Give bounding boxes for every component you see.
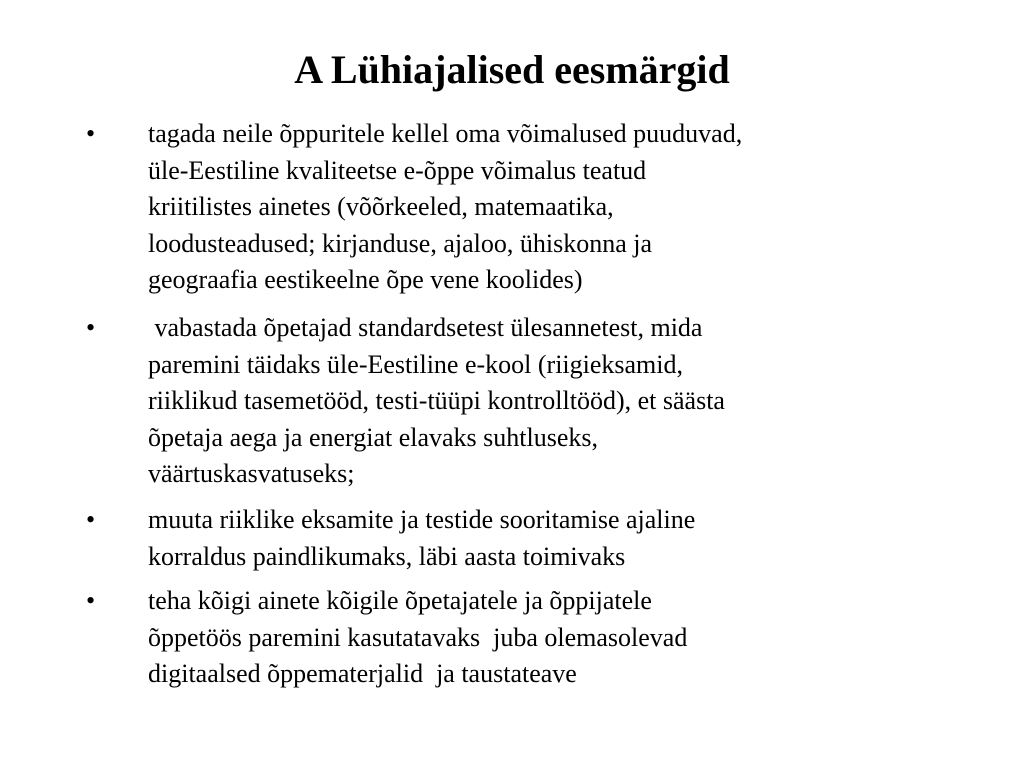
bullet-line: väärtuskasvatuseks; xyxy=(148,459,355,488)
bullet-marker: • xyxy=(86,586,96,615)
bullet-line: õppetöös paremini kasutatavaks juba olemasolevad xyxy=(148,622,688,652)
bullet-line: paremini täidaks üle-Eestiline e-kool (riigieksamid, xyxy=(148,349,684,379)
bullet-text xyxy=(148,502,948,575)
bullet-text xyxy=(148,116,948,299)
bullet-line: korraldus paindlikumaks, läbi aasta toimivaks xyxy=(148,541,626,571)
bullet-line: tagada neile õppuritele kellel oma võimalused puuduvad, xyxy=(148,119,743,148)
bullet-line: geograafia eestikeelne õpe vene koolides) xyxy=(148,265,583,294)
bullet-line: õpetaja aega ja energiat elavaks suhtluseks, xyxy=(148,422,599,452)
bullet-line: muuta riiklike eksamite ja testide sooritamise ajaline xyxy=(148,505,696,534)
bullet-text xyxy=(148,583,948,693)
bullet-line: riiklikud tasemetööd, testi-tüüpi kontrolltööd), et säästa xyxy=(148,386,725,415)
bullet-line: digitaalsed õppematerjalid ja taustateave xyxy=(148,659,577,688)
bullet-line: teha kõigi ainete kõigile õpetajatele ja õppijatele xyxy=(148,586,652,615)
bullet-marker: • xyxy=(86,313,96,342)
bullet-line: kriitilistes ainetes (võõrkeeled, matemaatika, xyxy=(148,192,614,221)
bullet-text xyxy=(148,310,948,493)
bullet-line: vabastada õpetajad standardsetest ülesannetest, mida xyxy=(148,313,703,342)
bullet-marker: • xyxy=(86,505,96,534)
slide-title: A Lühiajalised eesmärgid xyxy=(294,47,730,92)
bullet-marker: • xyxy=(86,119,96,148)
bullet-line: loodusteadused; kirjanduse, ajaloo, ühiskonna ja xyxy=(148,228,653,258)
bullet-line: üle-Eestiline kvaliteetse e-õppe võimalus teatud xyxy=(148,155,647,185)
